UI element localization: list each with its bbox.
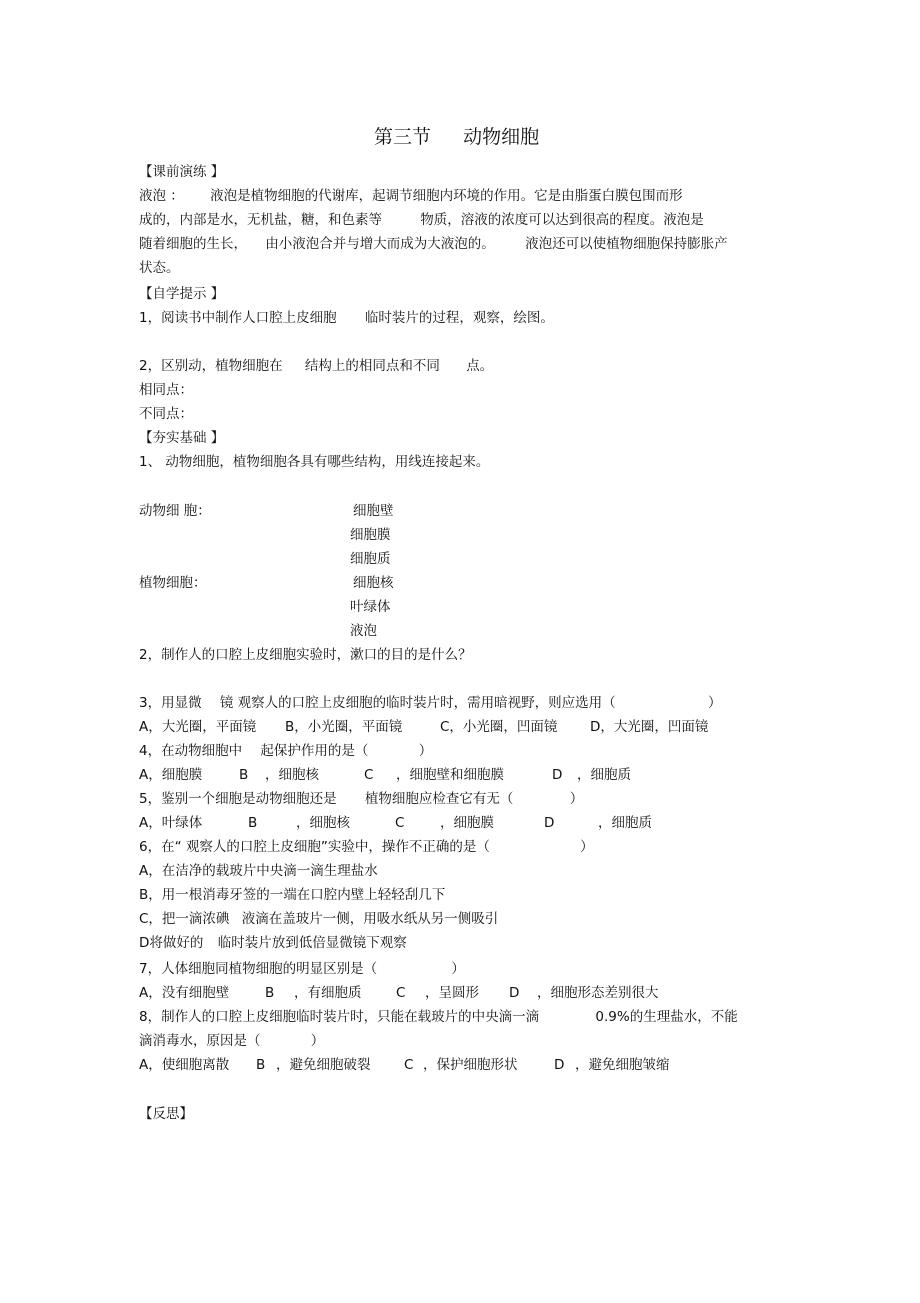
question-6-option-a: A，在洁净的载玻片中央滴一滴生理盐水 [139,863,378,879]
option-d: D [554,1057,565,1073]
option-a: A，大光圈，平面镜 [139,719,257,735]
option-d: D [552,767,563,783]
option-c-text: ，呈圆形 [425,985,479,1001]
structure-nucleus: 细胞核 [353,575,394,591]
animal-cell-label: 动物细 胞： [139,503,211,519]
question-4: 4，在动物细胞中 起保护作用的是（ ） [139,743,433,759]
option-b-text: ，细胞核 [265,767,319,783]
question-8-line-1: 8，制作人的口腔上皮细胞临时装片时，只能在载玻片的中央滴一滴 0.9%的生理盐水，不能 [139,1009,738,1025]
matching-question: 1、 动物细胞，植物细胞各具有哪些结构，用线连接起来。 [139,454,490,470]
question-6-option-c: C，把一滴浓碘 液滴在盖玻片一侧，用吸水纸从另一侧吸引 [139,911,499,927]
plant-cell-label: 植物细胞： [139,575,207,591]
same-points: 相同点： [139,382,193,398]
option-a: A，使细胞离散 [139,1057,230,1073]
option-c: C [396,985,406,1001]
section-self: 【自学提示 】 [139,286,225,302]
option-c: C [395,815,405,831]
diff-points: 不同点： [139,406,193,422]
option-b: B，小光圈，平面镜 [285,719,403,735]
option-a: A，细胞膜 [139,767,203,783]
question-6-option-d: D将做好的 临时装片放到低倍显微镜下观察 [139,935,407,951]
question-6: 6，在“ 观察人的口腔上皮细胞”实验中，操作不正确的是（ ） [139,839,594,855]
question-6-option-b: B，用一根消毒牙签的一端在口腔内壁上轻轻刮几下 [139,887,446,903]
pre-line-2: 成的，内部是水，无机盐，糖，和色素等 物质，溶液的浓度可以达到很高的程度。液泡是 [139,212,704,228]
self-q2: 2，区别动，植物细胞在 结构上的相同点和不同 点。 [139,358,494,374]
structure-vacuole: 液泡 [350,623,377,639]
option-b-text: ，细胞核 [296,815,350,831]
question-3: 3，用显微 镜 观察人的口腔上皮细胞的临时装片时，需用暗视野，则应选用（ ） [139,695,722,711]
option-c: C [364,767,374,783]
question-2: 2，制作人的口腔上皮细胞实验时，漱口的目的是什么？ [139,647,472,663]
option-d-text: ，细胞质 [577,767,631,783]
option-b-text: ，有细胞质 [294,985,362,1001]
section-base: 【夯实基础 】 [139,430,225,446]
structure-cytoplasm: 细胞质 [350,551,391,567]
option-c: C，小光圈，凹面镜 [440,719,558,735]
structure-cell-wall: 细胞壁 [353,503,394,519]
option-d: D [544,815,555,831]
question-5: 5，鉴别一个细胞是动物细胞还是 植物细胞应检查它有无（ ） [139,791,584,807]
option-c-text: ，细胞壁和细胞膜 [396,767,504,783]
option-d-text: ，细胞形态差别很大 [537,985,659,1001]
structure-chloroplast: 叶绿体 [350,599,391,615]
self-q1: 1，阅读书中制作人口腔上皮细胞 临时装片的过程，观察，绘图。 [139,310,554,326]
option-a: A，叶绿体 [139,815,203,831]
section-pre: 【课前演练 】 [139,164,225,180]
option-c: C [404,1057,414,1073]
option-c-text: ，细胞膜 [440,815,494,831]
pre-line-4: 状态。 [139,260,180,276]
title-section: 第三节 [374,126,432,148]
option-b: B [239,767,249,783]
option-a: A，没有细胞壁 [139,985,230,1001]
option-b-text: ，避免细胞破裂 [276,1057,371,1073]
page-title [374,128,539,147]
option-d-text: ，避免细胞皱缩 [575,1057,670,1073]
option-b: B [248,815,258,831]
structure-cell-membrane: 细胞膜 [350,527,391,543]
option-d: D，大光圈，凹面镜 [590,719,709,735]
question-7: 7，人体细胞同植物细胞的明显区别是（ ） [139,961,465,977]
pre-line-1: 液泡 ： 液泡是植物细胞的代谢库，起调节细胞内环境的作用。它是由脂蛋白膜包围而形 [139,188,683,204]
option-d: D [509,985,520,1001]
option-b: B [256,1057,266,1073]
section-reflect: 【反思】 [139,1106,193,1122]
question-8-line-2: 滴消毒水，原因是（ ） [139,1033,325,1049]
title-topic: 动物细胞 [463,126,540,148]
option-d-text: ，细胞质 [598,815,652,831]
option-c-text: ，保护细胞形状 [423,1057,518,1073]
option-b: B [265,985,275,1001]
pre-line-3: 随着细胞的生长， 由小液泡合并与增大而成为大液泡的。 液泡还可以使植物细胞保持膨胀产 [139,236,728,252]
